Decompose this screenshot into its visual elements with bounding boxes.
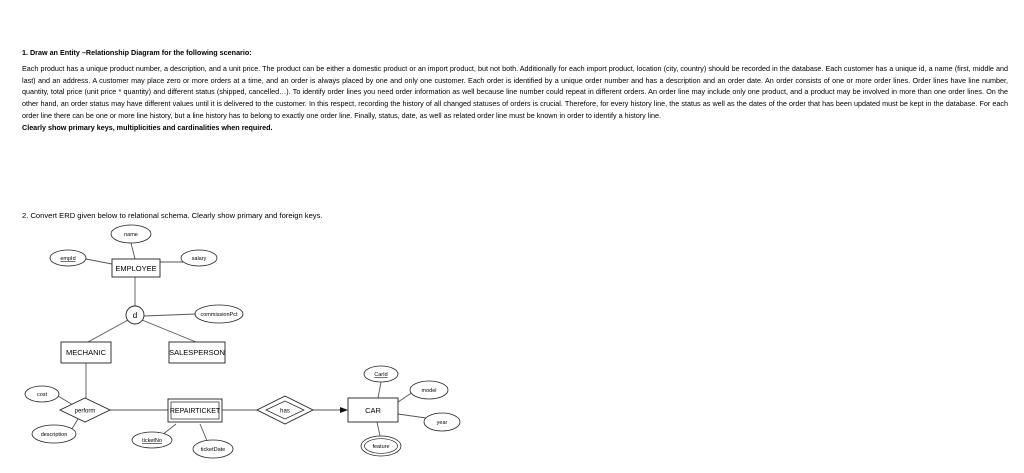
line-cost-perform (58, 396, 73, 405)
relationship-perform-label: perform (74, 408, 96, 415)
question-1 (22, 47, 1008, 134)
line-year-car (398, 414, 426, 418)
line-commission-salesperson (144, 314, 196, 316)
attribute-feature-label: feature (372, 444, 390, 450)
attribute-year-label: year (436, 420, 448, 426)
question-1-body: Each product has a unique product number, a description, and a unit price. The product can be either a domestic product or an import product, but not both. Additionally for each import product, location (city, country) should be recorded in the database. Each customer has a unique id, a name (first, middle and last) and an address. A customer may place zero or more orders at a time, and an order is always placed by one and only one customer. Each order is identified by a unique order number and has a description and an order date. An order consists of one or more order lines. Order lines have line number, quantity, total price (unit price * quantity) and different status (shipped, cancelled…). To identify order lines you need order information as well because line number could repeat in different orders. An order line may include only one product, and a product may be involved in more than one order lines. On the other hand, an order status may have different values until it is delivered to the customer. In this respect, recording the history of all changed statuses of orders is crucial. Therefore, for every history line, the status as well as the dates of the order that has been updated must be kept in the database. For each order line there can be one or more line history, but a line history has to belong to exactly one order line. Finally, status, date, as well as related order line must be known in order to identify a history line. (22, 63, 1008, 120)
attribute-empid-label: empId (60, 256, 76, 262)
line-empid-employee (86, 259, 112, 264)
relationship-has-label: has (280, 408, 290, 415)
er-diagram (0, 222, 1024, 473)
attribute-description-label: description (40, 432, 68, 438)
line-d-salesperson (142, 320, 196, 342)
question-1-title: 1. Draw an Entity –Relationship Diagram for the following scenario: (22, 48, 252, 57)
line-model-car (398, 392, 413, 402)
entity-salesperson-label: SALESPERSON (169, 348, 225, 357)
entity-repairticket-label: REPAIRTICKET (169, 408, 221, 415)
line-name-employee (131, 243, 135, 259)
line-feature-car (377, 422, 380, 436)
attribute-commissionpct-label: commissionPct (200, 312, 238, 318)
entity-employee-label: EMPLOYEE (115, 264, 157, 273)
line-carid-car (378, 382, 381, 398)
specialization-label: d (132, 311, 138, 320)
question-1-emphasis: Clearly show primary keys, multiplicities and cardinalities when required. (22, 122, 273, 132)
line-d-mechanic (88, 320, 128, 342)
attribute-ticketdate-label: ticketDate (200, 447, 226, 453)
attribute-model-label: model (421, 388, 437, 394)
entity-car-label: CAR (365, 406, 381, 415)
attribute-ticketno-label: ticketNo (142, 438, 162, 444)
arrow-head-icon (340, 407, 348, 413)
question-2-title: 2. Convert ERD given below to relational schema. Clearly show primary and foreign keys. (22, 211, 323, 220)
attribute-carid-label: CarId (374, 372, 388, 378)
attribute-salary-label: salary (191, 256, 207, 262)
entity-mechanic-label: MECHANIC (65, 348, 107, 357)
attribute-cost-label: cost (36, 392, 48, 398)
attribute-name-label: name (124, 232, 138, 238)
